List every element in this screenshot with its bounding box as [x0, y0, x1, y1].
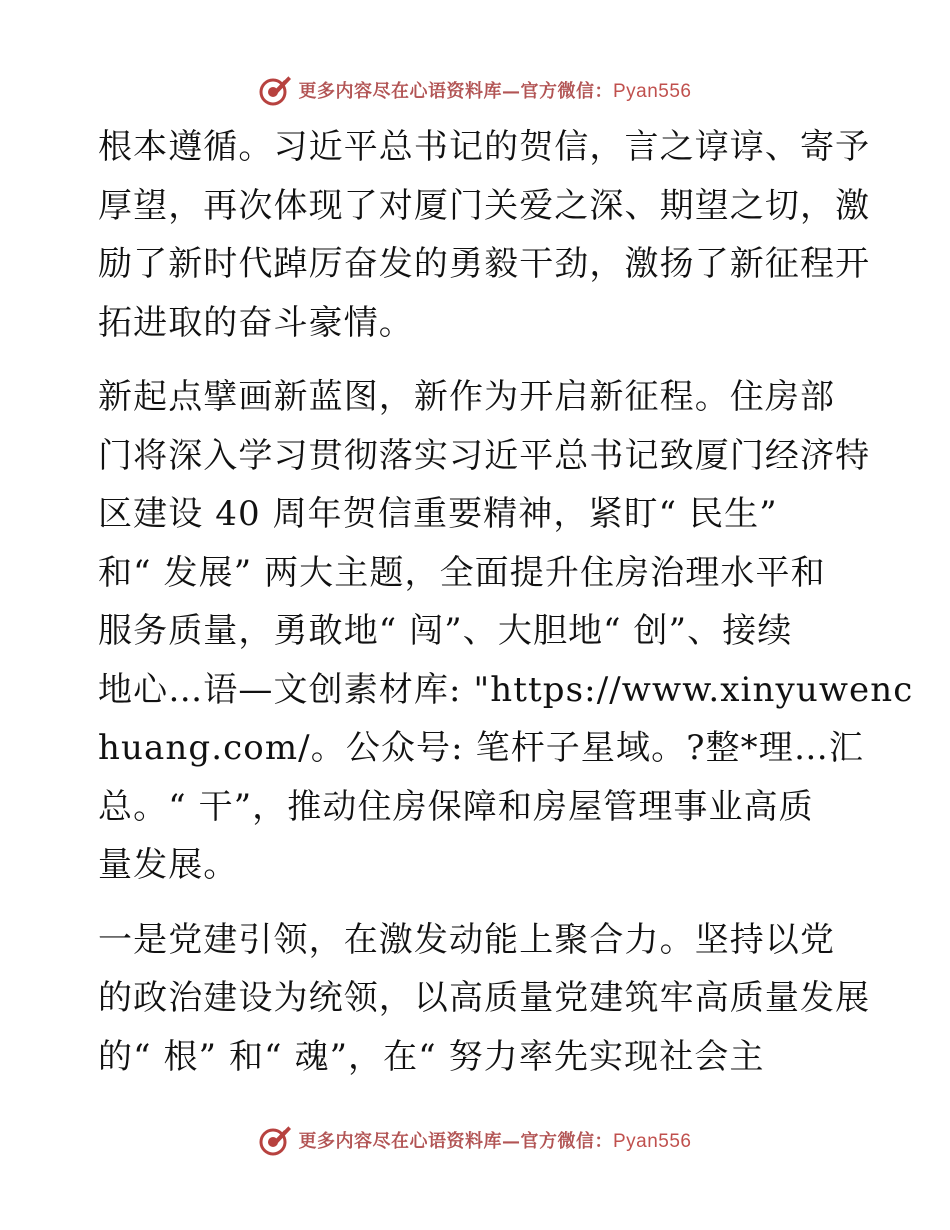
text-line: 区建设 40 周年贺信重要精神，紧盯“ 民生”	[98, 494, 778, 534]
text-line: 总。“ 干”，推动住房保障和房屋管理事业高质	[98, 786, 814, 827]
footer-dash: —	[501, 1131, 521, 1152]
footer-banner	[0, 1120, 950, 1160]
fountain-pen-logo-icon	[258, 73, 292, 107]
text-line: 和“ 发展” 两大主题，全面提升住房治理水平和	[98, 552, 826, 593]
header-banner	[0, 70, 950, 110]
text-line: 量发展。	[98, 845, 239, 885]
paragraph-1	[98, 118, 871, 352]
header-wechat-id: Pyan556	[612, 81, 692, 102]
header-wechat-label: 官方微信：	[520, 81, 613, 102]
text-line: 的政治建设为统领，以高质量党建筑牢高质量发展	[98, 978, 871, 1018]
text-line: 拓进取的奋斗豪情。	[98, 302, 414, 343]
document-body	[98, 118, 914, 1086]
text-line: 门将深入学习贯彻落实习近平总书记致厦门经济特	[98, 435, 871, 476]
text-line: 厚望，再次体现了对厦门关爱之深、期望之切，激	[98, 185, 871, 226]
text-line: 一是党建引领，在激发动能上聚合力。坚持以党	[98, 919, 836, 960]
text-line: huang.com/。公众号: 笔杆子星域。?整*理…汇	[98, 728, 865, 768]
text-line: 的“ 根” 和“ 魂”，在“ 努力率先实现社会主	[98, 1036, 765, 1077]
footer-wechat-id: Pyan556	[612, 1131, 692, 1152]
footer-wechat-label: 官方微信：	[520, 1131, 613, 1152]
text-line: 地心…语—文创素材库: "https://www.xinyuwenc	[98, 669, 914, 710]
paragraph-2	[98, 368, 914, 895]
header-dash: —	[501, 81, 521, 102]
header-brand-text: 更多内容尽在心语资料库	[298, 81, 502, 102]
text-line: 励了新时代踔厉奋发的勇毅干劲，激扬了新征程开	[98, 244, 871, 284]
text-line: 新起点擘画新蓝图，新作为开启新征程。住房部	[98, 377, 836, 417]
fountain-pen-logo-icon	[258, 1123, 292, 1157]
footer-brand-text: 更多内容尽在心语资料库	[298, 1131, 502, 1152]
paragraph-3	[98, 911, 871, 1087]
text-line: 服务质量，勇敢地“ 闯”、大胆地“ 创”、接续	[98, 611, 793, 651]
text-line: 根本遵循。习近平总书记的贺信，言之谆谆、寄予	[98, 127, 871, 167]
